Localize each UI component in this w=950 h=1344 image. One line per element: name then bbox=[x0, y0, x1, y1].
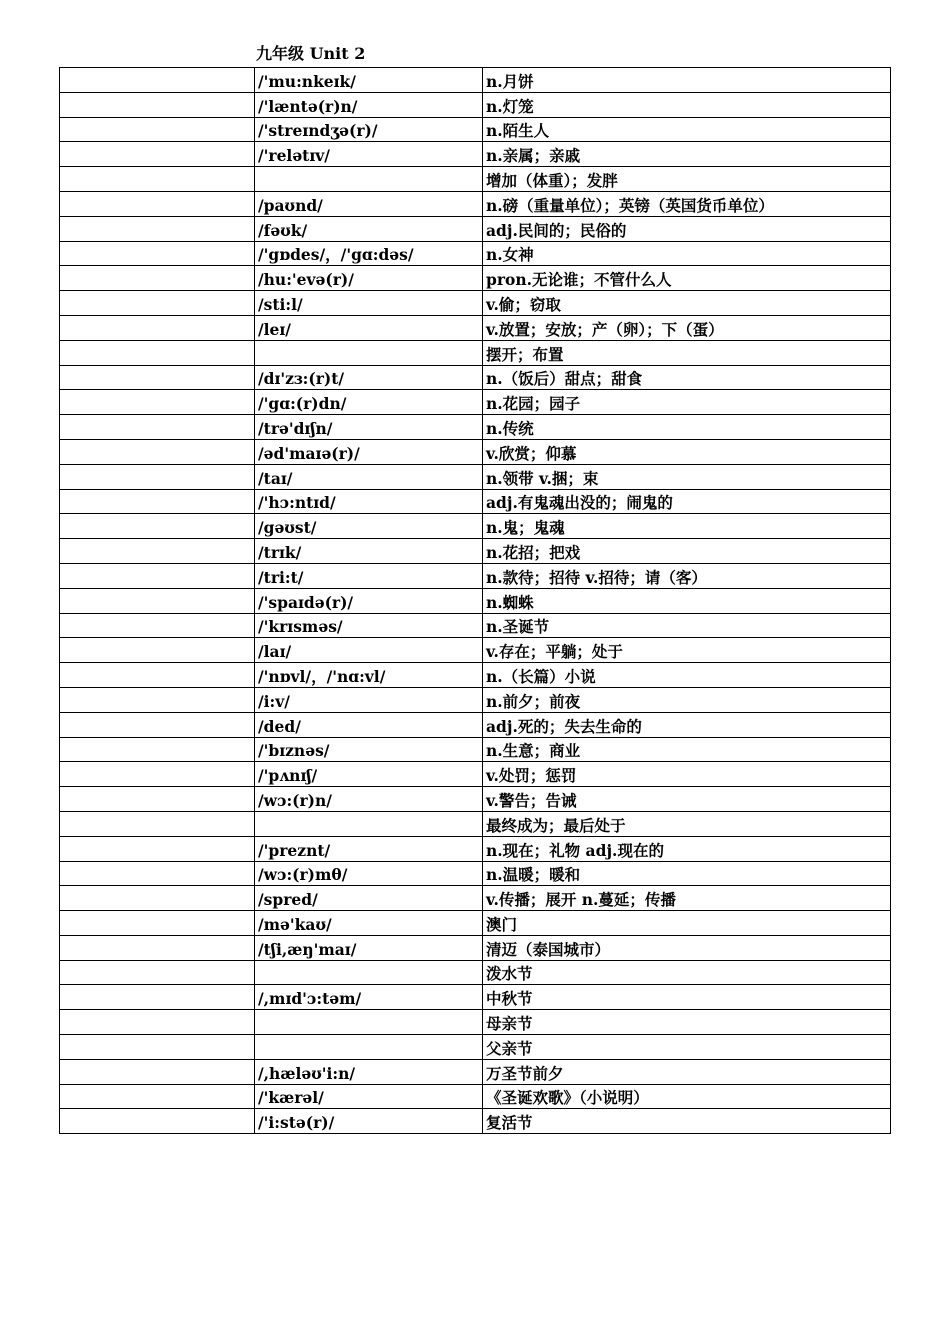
phonetic-cell: /əd'maɪə(r)/ bbox=[255, 439, 483, 464]
table-row bbox=[60, 365, 891, 390]
word-cell bbox=[60, 390, 255, 415]
word-cell bbox=[60, 811, 255, 836]
word-cell bbox=[60, 1109, 255, 1134]
phonetic-cell: /'læntə(r)n/ bbox=[255, 92, 483, 117]
word-cell bbox=[60, 762, 255, 787]
table-row bbox=[60, 489, 891, 514]
word-cell bbox=[60, 117, 255, 142]
word-cell bbox=[60, 365, 255, 390]
table-row bbox=[60, 514, 891, 539]
meaning-cell: n.月饼 bbox=[483, 68, 891, 93]
word-cell bbox=[60, 911, 255, 936]
meaning-cell: 泼水节 bbox=[483, 960, 891, 985]
table-row bbox=[60, 613, 891, 638]
phonetic-cell: /'spaɪdə(r)/ bbox=[255, 588, 483, 613]
table-row bbox=[60, 390, 891, 415]
word-cell bbox=[60, 588, 255, 613]
word-cell bbox=[60, 514, 255, 539]
word-cell bbox=[60, 266, 255, 291]
meaning-cell: 增加（体重）；发胖 bbox=[483, 167, 891, 192]
word-cell bbox=[60, 415, 255, 440]
table-row bbox=[60, 861, 891, 886]
meaning-cell: n.传统 bbox=[483, 415, 891, 440]
word-cell bbox=[60, 241, 255, 266]
word-cell bbox=[60, 489, 255, 514]
word-cell bbox=[60, 539, 255, 564]
table-row bbox=[60, 935, 891, 960]
table-row bbox=[60, 241, 891, 266]
phonetic-cell: /'streɪndʒə(r)/ bbox=[255, 117, 483, 142]
table-row bbox=[60, 588, 891, 613]
word-cell bbox=[60, 613, 255, 638]
phonetic-cell: /gəʊst/ bbox=[255, 514, 483, 539]
word-cell bbox=[60, 464, 255, 489]
meaning-cell: n.陌生人 bbox=[483, 117, 891, 142]
phonetic-cell: /'bɪznəs/ bbox=[255, 737, 483, 762]
phonetic-cell: /dɪ'zɜ:(r)t/ bbox=[255, 365, 483, 390]
table-row bbox=[60, 762, 891, 787]
phonetic-cell bbox=[255, 1010, 483, 1035]
phonetic-cell: /hu:'evə(r)/ bbox=[255, 266, 483, 291]
table-row bbox=[60, 167, 891, 192]
word-cell bbox=[60, 687, 255, 712]
phonetic-cell: /spred/ bbox=[255, 886, 483, 911]
word-cell bbox=[60, 216, 255, 241]
meaning-cell: n.（饭后）甜点；甜食 bbox=[483, 365, 891, 390]
meaning-cell: n.鬼；鬼魂 bbox=[483, 514, 891, 539]
table-row bbox=[60, 1010, 891, 1035]
phonetic-cell bbox=[255, 1035, 483, 1060]
meaning-cell: adj.死的；失去生命的 bbox=[483, 712, 891, 737]
word-cell bbox=[60, 737, 255, 762]
word-cell bbox=[60, 935, 255, 960]
table-row bbox=[60, 1084, 891, 1109]
table-row bbox=[60, 142, 891, 167]
phonetic-cell: /tʃi,æŋ'maɪ/ bbox=[255, 935, 483, 960]
phonetic-cell: /taɪ/ bbox=[255, 464, 483, 489]
word-cell bbox=[60, 985, 255, 1010]
meaning-cell: n.领带 v.捆；束 bbox=[483, 464, 891, 489]
meaning-cell: pron.无论谁；不管什么人 bbox=[483, 266, 891, 291]
meaning-cell: n.前夕；前夜 bbox=[483, 687, 891, 712]
meaning-cell: v.偷；窃取 bbox=[483, 291, 891, 316]
phonetic-cell: /'relətɪv/ bbox=[255, 142, 483, 167]
phonetic-cell: /'i:stə(r)/ bbox=[255, 1109, 483, 1134]
phonetic-cell: /i:v/ bbox=[255, 687, 483, 712]
meaning-cell: 摆开；布置 bbox=[483, 340, 891, 365]
table-row bbox=[60, 92, 891, 117]
table-row bbox=[60, 439, 891, 464]
phonetic-cell bbox=[255, 167, 483, 192]
meaning-cell: n.圣诞节 bbox=[483, 613, 891, 638]
word-cell bbox=[60, 191, 255, 216]
word-cell bbox=[60, 439, 255, 464]
word-cell bbox=[60, 861, 255, 886]
word-cell bbox=[60, 92, 255, 117]
phonetic-cell: /trə'dɪʃn/ bbox=[255, 415, 483, 440]
table-row bbox=[60, 68, 891, 93]
word-cell bbox=[60, 68, 255, 93]
meaning-cell: v.处罚；惩罚 bbox=[483, 762, 891, 787]
table-row bbox=[60, 539, 891, 564]
vocabulary-table bbox=[59, 67, 891, 1134]
phonetic-cell: /paʊnd/ bbox=[255, 191, 483, 216]
word-cell bbox=[60, 663, 255, 688]
meaning-cell: v.欣赏；仰慕 bbox=[483, 439, 891, 464]
table-row bbox=[60, 886, 891, 911]
phonetic-cell: /tri:t/ bbox=[255, 563, 483, 588]
word-cell bbox=[60, 1035, 255, 1060]
phonetic-cell: /,mɪd'ɔ:təm/ bbox=[255, 985, 483, 1010]
meaning-cell: v.放置；安放；产（卵）；下（蛋） bbox=[483, 315, 891, 340]
phonetic-cell: /leɪ/ bbox=[255, 315, 483, 340]
phonetic-cell bbox=[255, 340, 483, 365]
word-cell bbox=[60, 712, 255, 737]
table-row bbox=[60, 811, 891, 836]
meaning-cell: n.款待；招待 v.招待；请（客） bbox=[483, 563, 891, 588]
phonetic-cell: /'hɔ:ntɪd/ bbox=[255, 489, 483, 514]
meaning-cell: n.生意；商业 bbox=[483, 737, 891, 762]
meaning-cell: 复活节 bbox=[483, 1109, 891, 1134]
meaning-cell: 澳门 bbox=[483, 911, 891, 936]
phonetic-cell: /'gɑ:(r)dn/ bbox=[255, 390, 483, 415]
phonetic-cell bbox=[255, 960, 483, 985]
phonetic-cell: /'pʌnɪʃ/ bbox=[255, 762, 483, 787]
word-cell bbox=[60, 836, 255, 861]
meaning-cell: 万圣节前夕 bbox=[483, 1059, 891, 1084]
table-row bbox=[60, 687, 891, 712]
table-row bbox=[60, 315, 891, 340]
table-row bbox=[60, 911, 891, 936]
table-row bbox=[60, 266, 891, 291]
meaning-cell: n.现在；礼物 adj.现在的 bbox=[483, 836, 891, 861]
meaning-cell: adj.有鬼魂出没的；闹鬼的 bbox=[483, 489, 891, 514]
phonetic-cell: /'preznt/ bbox=[255, 836, 483, 861]
table-row bbox=[60, 638, 891, 663]
meaning-cell: n.磅（重量单位）；英镑（英国货币单位） bbox=[483, 191, 891, 216]
meaning-cell: 清迈（泰国城市） bbox=[483, 935, 891, 960]
word-cell bbox=[60, 886, 255, 911]
table-row bbox=[60, 663, 891, 688]
table-row bbox=[60, 737, 891, 762]
word-cell bbox=[60, 960, 255, 985]
meaning-cell: n.灯笼 bbox=[483, 92, 891, 117]
meaning-cell: v.传播；展开 n.蔓延；传播 bbox=[483, 886, 891, 911]
meaning-cell: n.亲属；亲戚 bbox=[483, 142, 891, 167]
phonetic-cell: /'mu:nkeɪk/ bbox=[255, 68, 483, 93]
table-row bbox=[60, 464, 891, 489]
phonetic-cell: /laɪ/ bbox=[255, 638, 483, 663]
meaning-cell: adj.民间的；民俗的 bbox=[483, 216, 891, 241]
phonetic-cell: /fəʊk/ bbox=[255, 216, 483, 241]
phonetic-cell: /ded/ bbox=[255, 712, 483, 737]
table-row bbox=[60, 836, 891, 861]
word-cell bbox=[60, 787, 255, 812]
meaning-cell: 中秋节 bbox=[483, 985, 891, 1010]
meaning-cell: 最终成为；最后处于 bbox=[483, 811, 891, 836]
meaning-cell: 母亲节 bbox=[483, 1010, 891, 1035]
table-row bbox=[60, 1035, 891, 1060]
meaning-cell: n.花园；园子 bbox=[483, 390, 891, 415]
table-row bbox=[60, 191, 891, 216]
meaning-cell: v.存在；平躺；处于 bbox=[483, 638, 891, 663]
meaning-cell: n.花招；把戏 bbox=[483, 539, 891, 564]
meaning-cell: n.女神 bbox=[483, 241, 891, 266]
vocabulary-table-body bbox=[60, 68, 891, 1134]
table-row bbox=[60, 340, 891, 365]
table-row bbox=[60, 1109, 891, 1134]
phonetic-cell: /wɔ:(r)mθ/ bbox=[255, 861, 483, 886]
word-cell bbox=[60, 1059, 255, 1084]
table-row bbox=[60, 563, 891, 588]
word-cell bbox=[60, 638, 255, 663]
phonetic-cell: /trɪk/ bbox=[255, 539, 483, 564]
page-title: 九年级 Unit 2 bbox=[256, 44, 366, 63]
table-row bbox=[60, 415, 891, 440]
table-row bbox=[60, 291, 891, 316]
phonetic-cell: /'krɪsməs/ bbox=[255, 613, 483, 638]
table-row bbox=[60, 712, 891, 737]
word-cell bbox=[60, 1010, 255, 1035]
phonetic-cell: /'nɒvl/，/'nɑ:vl/ bbox=[255, 663, 483, 688]
word-cell bbox=[60, 315, 255, 340]
phonetic-cell: /mə'kaʊ/ bbox=[255, 911, 483, 936]
word-cell bbox=[60, 340, 255, 365]
meaning-cell: 《圣诞欢歌》（小说明） bbox=[483, 1084, 891, 1109]
word-cell bbox=[60, 563, 255, 588]
meaning-cell: n.蜘蛛 bbox=[483, 588, 891, 613]
word-cell bbox=[60, 1084, 255, 1109]
meaning-cell: n.（长篇）小说 bbox=[483, 663, 891, 688]
meaning-cell: v.警告；告诫 bbox=[483, 787, 891, 812]
meaning-cell: 父亲节 bbox=[483, 1035, 891, 1060]
word-cell bbox=[60, 142, 255, 167]
word-cell bbox=[60, 167, 255, 192]
table-row bbox=[60, 1059, 891, 1084]
table-row bbox=[60, 787, 891, 812]
phonetic-cell: /wɔ:(r)n/ bbox=[255, 787, 483, 812]
phonetic-cell: /,hæləʊ'i:n/ bbox=[255, 1059, 483, 1084]
phonetic-cell: /'kærəl/ bbox=[255, 1084, 483, 1109]
word-cell bbox=[60, 291, 255, 316]
phonetic-cell: /'gɒdes/，/'gɑ:dəs/ bbox=[255, 241, 483, 266]
table-row bbox=[60, 216, 891, 241]
table-row bbox=[60, 960, 891, 985]
table-row bbox=[60, 985, 891, 1010]
meaning-cell: n.温暖；暖和 bbox=[483, 861, 891, 886]
phonetic-cell: /sti:l/ bbox=[255, 291, 483, 316]
table-row bbox=[60, 117, 891, 142]
phonetic-cell bbox=[255, 811, 483, 836]
